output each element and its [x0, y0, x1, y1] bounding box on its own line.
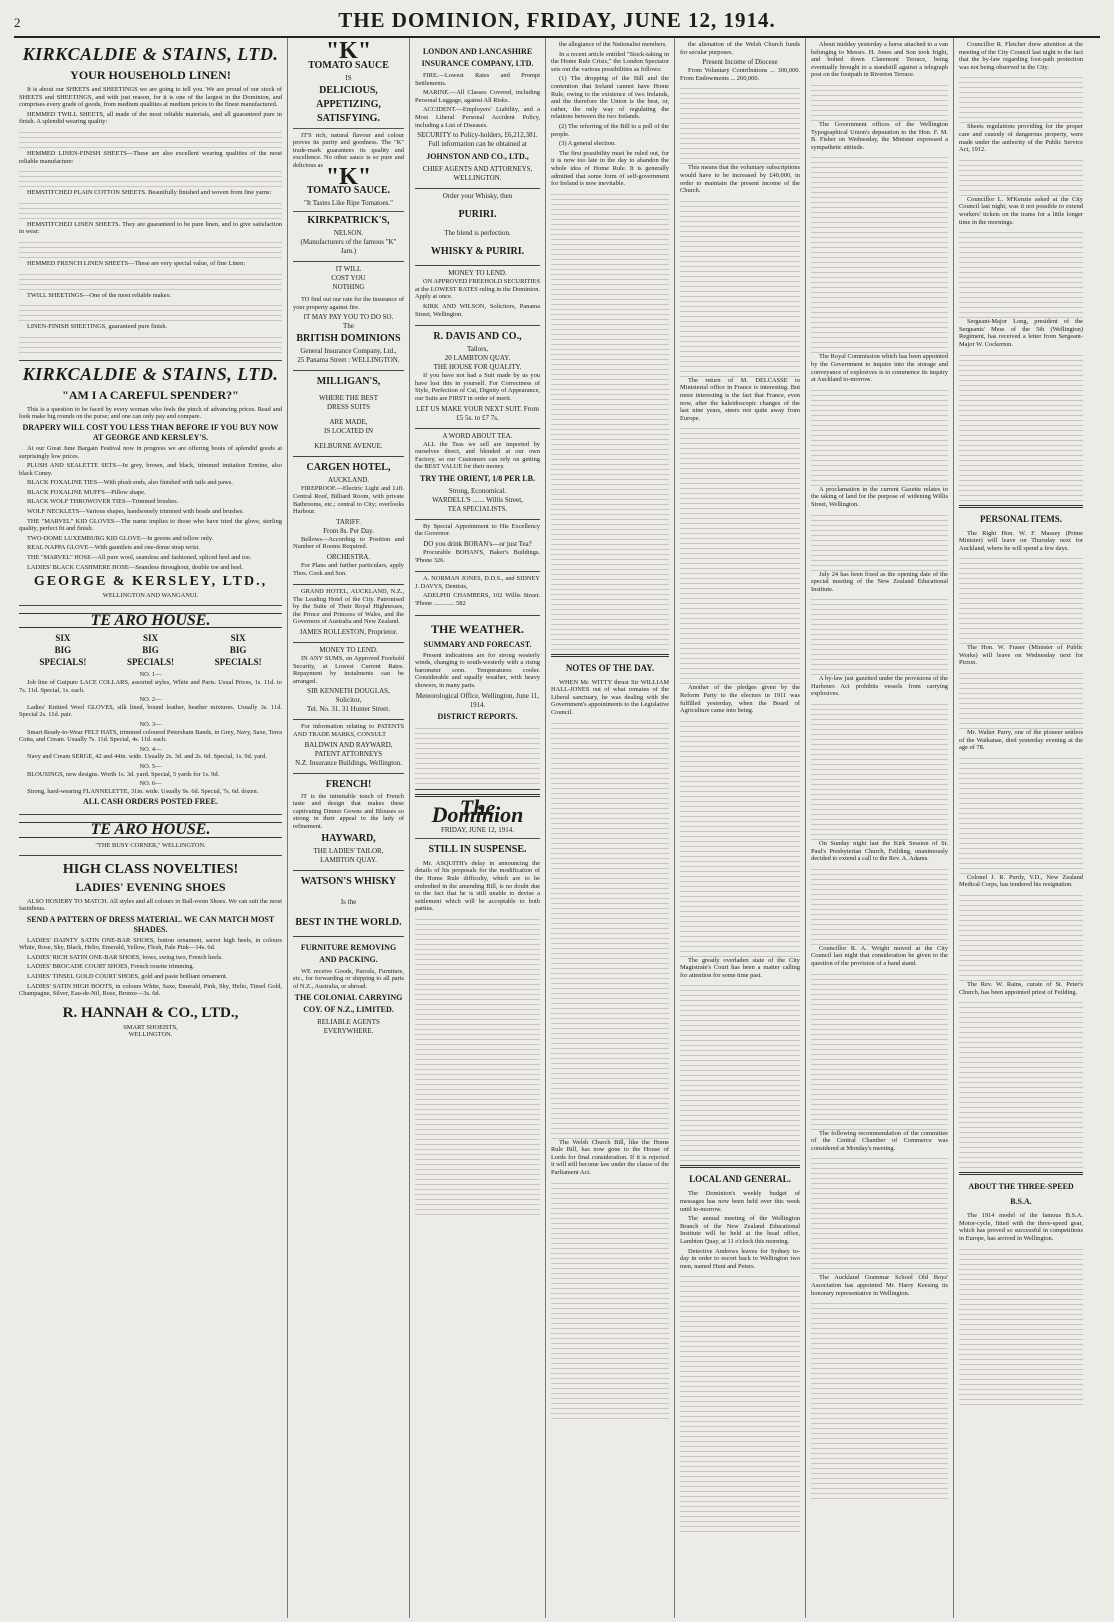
- ad-heading: LADIES' EVENING SHOES: [75, 879, 226, 894]
- milligan-ad: MILLIGAN'S, WHERE THE BEST DRESS SUITS ARE MADE, IS LOCATED IN KELBURNE AVENUE.: [293, 371, 404, 457]
- weather-section: THE WEATHER. SUMMARY AND FORECAST. Present indications are for strong westerly winds, changing to south-westerly with a rising barometer soon. Temperatures cooler. Considerable and squally weather, with heavy showers, in many parts. Meteorological Office, Wellington, June 11, 1914. DISTRICT REPORTS.: [415, 616, 540, 790]
- columns: [14, 38, 1100, 1618]
- ad-title: TE ARO HOUSE.: [19, 822, 282, 838]
- section-heading: PERSONAL ITEMS.: [979, 513, 1063, 524]
- special-item: Strong, hard-wearing FLANNELETTE, 31in. wide. Usually 9s. 6d. Special, 7s. 6d. dozen.: [27, 787, 259, 795]
- british-dominions-ad: IT WILL COST YOU NOTHING TO find out our rate for the insurance of your property against fire. IT MAY PAY YOU TO DO SO. The BRITISH DOMINIONS General Insurance Company, Ltd., 25 Panama Street : WELLINGTON.: [293, 262, 404, 371]
- ad-footer: ALL CASH ORDERS POSTED FREE.: [83, 797, 218, 807]
- ad-text: HEMSTITCHED PLAIN COTTON SHEETS. Beautifully finished and woven from fine yarns:: [27, 189, 272, 197]
- ad-text: LINEN-FINISH SHEETINGS, guaranteed pure finish.: [27, 323, 168, 331]
- special-item: Job line of Guipure LACE COLLARS, assorted styles, White and Paris. Usual Prices, 1s. 11d. to 7s. 11d. Special, 1s. each.: [19, 679, 282, 694]
- column-7: Councillor R. Fletcher drew attention at the meeting of the City Council last night to the fact that the by-law regarding foot-path protection was not being observed in the City. Sheets regulations providing for the proper care and custody of dangerous property, were made under the authority of the Public Service Act, 1912. Councillor L. M'Kenzie asked at the City Council last night, was it not possible to extend workers' tickets on the trams for a little longer time in the mornings. Sergeant-Major Long, president of the Sergeants' Mess of the 5th (Wellington) Regiment, has received a letter from Sergeant-Major W. Cockerton. PERSONAL ITEMS. The Right Hon. W. F. Massey (Prime Minister) will leave on Thursday next for Auckland, where he will spend a few days. The Hon. W. Fraser (Minister of Public Works) will leave on Wednesday next for Picton. Mr. Walter Parry, one of the pioneer settlers of the Waikanae, died yesterday evening at the age of 78. Colonel J. R. Purdy, V.D., New Zealand Medical Corps, has tendered his resignation. The Rev. W. Rains, curate of St. Peter's Church, has been appointed priest of Feilding. ABOUT THE THREE-SPEED B.S.A. The 1914 model of the famous B.S.A. Motor-cycle, fitted with the three-speed gear, which has proved so successful in competitions in Europe, has arrived in Wellington.: [954, 38, 1088, 1618]
- section-heading: LOCAL AND GENERAL.: [689, 1174, 791, 1185]
- column-2: [288, 38, 410, 1618]
- ad-title: HIGH CLASS NOVELTIES!: [62, 861, 239, 877]
- ad-text: ALSO HOSIERY TO MATCH. All styles and all colours in Ball-room Shoes. We can suit the most fastidious.: [19, 897, 282, 913]
- editorial-heading: STILL IN SUSPENSE.: [428, 843, 527, 855]
- te-aro-ad: TE ARO HOUSE. SIX BIG SPECIALS! SIX BIG SPECIALS! SIX BIG SPECIALS! NO. 1— Job line of Guipure LACE COLLARS, assorted styles, White and Paris. Usual Prices, 1s. 11d. to 7s. 11d. Special, 1s. each. NO. 2— Ladies' Knitted Wool GLOVES, silk lined, bound leather, heather mixtures. Usually 3s. 11d. Special 2s. 11d. pair. NO. 3— Smart Ready-to-Wear FELT HATS, trimmed coloured Petersham Bands, in Grey, Navy, Saxe, Terra Cotta, and Cream. Usually 7s. 11d. Special, 4s. 11d. each. NO. 4— Navy and Cream SERGE, 42 and 44in. wide. Usually 2s. 3d. and 2s. 6d. Special, 1s. 9d. yard. NO. 5— BLOUSINGS, new designs. Worth 1s. 3d. yard. Special, 5 yards for 1s. 9d. NO. 6— Strong, hard-wearing FLANNELETTE, 31in. wide. Usually 9s. 6d. Special, 7s. 6d. dozen. ALL CASH ORDERS POSTED FREE.: [19, 606, 282, 816]
- ad-text: THE "MARVEL" HOSE—All pure wool, seamless and fashioned, spliced heel and toe.: [27, 554, 252, 562]
- ad-place: WELLINGTON AND WANGANUI.: [102, 592, 199, 600]
- specials-row: SIX BIG SPECIALS! SIX BIG SPECIALS! SIX BIG SPECIALS!: [39, 633, 262, 668]
- section-heading: NOTES OF THE DAY.: [565, 662, 655, 673]
- column-3: [410, 38, 546, 1618]
- page-number: 2: [14, 15, 21, 30]
- ad-text: LADIES' DAINTY SATIN ONE-BAR SHOES, button ornament, sacret high heels, in colours White, Rose, Sky, Black, Helio, Emerald, Yellow, Flesh, Pale Pink—14s. 6d.: [19, 936, 282, 952]
- special-item: Navy and Cream SERGE, 42 and 44in. wide. Usually 2s. 3d. and 2s. 6d. Special, 1s. 9d. yard.: [27, 753, 267, 761]
- watsons-ad: WATSON'S WHISKY Is the BEST IN THE WORLD.: [293, 871, 404, 937]
- puriri-ad: Order your Whisky, then PURIRI. The blend is perfection. WHISKY & PURIRI.: [415, 189, 540, 266]
- column-5: the alienation of the Welsh Church funds for secular purposes. Present Income of Diocese From Voluntary Contributions ... 300,000. From Endowments ... 260,000. This means that the voluntary subscriptions would have to be increased by £40,000, in order to maintain the present income of the Church. The return of M. DELCASSE to Ministerial office in France is interesting. But more interesting is the fact that France, even now, after the kaleidoscopic changes of the last nine years, steers not quite away from Europe. Another of the pledges given by the Reform Party to the electors in 1911 was fulfilled yesterday, when the Board of Agriculture came into being. The greatly overladen state of the City Magistrate's Court has been a matter calling for attention for some time past. LOCAL AND GENERAL. The Dominion's weekly budget of messages has now been held over this week until to-morrow. The annual meeting of the Wellington Branch of the New Zealand Educational Institute will be held at the head office, Lambton Quay, at 11 o'clock this morning. Detective Andrews leaves for Sydney to-day in order to escort back to Wellington two men, named Hunt and Peters.: [675, 38, 806, 1618]
- column-4: the allegiance of the Nationalist members. In a recent article entitled "Stock-taking in the Home Rule Crisis," the London Spectator sets out the various possibilities as follows: (1) The dropping of the Bill and the contention that Ireland cannot have Home Rule, owing to the existence of two Irelands, and the therefore the Union is the best, or, rather, the only way of regulating the relations between the two Irelands. (2) The referring of the Bill to a poll of the people. (3) A general election. The first possibility must be ruled out, for it is now too late in the day to abandon the whole idea of Home Rule. It is generally admitted that some form of self-government for Ireland is now inevitable. NOTES OF THE DAY. WHEN Mr. WITTY thrust Sir WILLIAM HALL-JONES out of what remains of the Liberal sanctuary, he was dealing with the Government's appointments to the Legislative Council. The Welsh Church Bill, like the Home Rule Bill, has now gone to the House of Lords for final consideration. If it is rejected it will still become law under the clause of the Parliament Act.: [546, 38, 675, 1618]
- section-heading: ABOUT THE THREE-SPEED B.S.A.: [968, 1182, 1074, 1207]
- ad-text: LADIES' SATIN HIGH BOOTS, in colours White, Saxe, Emerald, Pink, Sky, Helio, Tinsel Gold, Champagne, Silver, Eau-de-Nil, Rose, Bronze—3s. 6d.: [19, 982, 282, 998]
- ad-title: KIRKCALDIE & STAINS, LTD.: [22, 363, 279, 384]
- ad-subheading: DRAPERY WILL COST YOU LESS THAN BEFORE IF YOU BUY NOW AT GEORGE AND KERSLEY'S.: [22, 422, 279, 442]
- ad-title: TE ARO HOUSE.: [19, 613, 282, 629]
- column-1: [14, 38, 288, 1618]
- editorial: The Dominion FRIDAY, JUNE 12, 1914. STILL IN SUSPENSE. Mr. ASQUITH's delay in announcing the details of his proposals for the modification of the Home Rule difficulty, which are to be embodied in the amending Bill, is no doubt due to the fact that he is still unable to devise a settlement which will be acceptable to both parties.: [415, 801, 540, 1215]
- ad-text: HEMMED TWILL SHEETS, all made of the most reliable materials, and all guaranteed pure in finish. A splendid wearing quality:: [19, 110, 282, 126]
- te-aro-ad-2: [19, 815, 282, 855]
- money-ad: MONEY TO LEND. IN ANY SUMS, on Approved Freehold Security, at Lowest Current Rates. Repayment by instalments can be arranged. SIR KENNETH DOUGLAS, Solicitor, Tel. No. 31. 31 Hunter Street.: [293, 643, 404, 720]
- ad-text: HEMSTITCHED LINEN SHEETS. They are guaranteed to be pure linen, and to give satisfaction in wear:: [19, 220, 282, 236]
- editorial-text: Mr. ASQUITH's delay in announcing the details of his proposals for the modification of the Home Rule difficulty, which are to be embodied in the amending Bill, is no doubt due to the fact that he is still unable to devise a settlement which will be acceptable to both parties.: [415, 859, 540, 913]
- special-item: Ladies' Knitted Wool GLOVES, silk lined, bound leather, heather mixtures. Usually 3s. 11d. Special 2s. 11d. pair.: [19, 703, 282, 719]
- money-ad-2: MONEY TO LEND. ON APPROVED FREEHOLD SECURITIES at the LOWEST RATES ruling in the Dominion. Apply at once. KIRK AND WILSON, Solicitors, Panama Street, Wellington.: [415, 266, 540, 326]
- ad-text: PLUSH AND SEALETTE SETS—In grey, brown, and black, trimmed imitation Ermine, also black Coney.: [19, 462, 282, 477]
- cargen-ad: CARGEN HOTEL, AUCKLAND. FIREPROOF.—Electric Light and Lift. Central Roof, Billiard Room, with private Bathrooms, etc.; central to City; overlooks Harbour. TARIFF. From 8s. Per Day. Bellows—According to Position and Number of Rooms Required. ORCHESTRA. For Plans and further particulars, apply Thos. Cook and Son.: [293, 457, 404, 585]
- ad-text: BLACK FOXALINE MUFFS—Pillow shape.: [27, 488, 146, 496]
- ad-heading: YOUR HOUSEHOLD LINEN!: [70, 68, 231, 82]
- ad-subheading: SEND A PATTERN OF DRESS MATERIAL. WE CAN MATCH MOST SHADES.: [26, 914, 275, 934]
- ad-text: TWO-DOME LUXEMBURG KID GLOVE—In greens and tellow only.: [27, 534, 214, 542]
- ad-title: KIRKCALDIE & STAINS, LTD.: [22, 44, 279, 64]
- ad-text: LADIES' BLACK CASHMERE HOSE—Seamless throughout, double toe and heel.: [27, 563, 244, 571]
- ad-logo: "K": [325, 38, 372, 64]
- carrying-ad: FURNITURE REMOVING AND PACKING. WE receive Goods, Parcels, Furniture, etc., for forwarding or shipping to all parts of N.Z., Australia, or abroad. THE COLONIAL CARRYING COY. OF N.Z., LIMITED. RELIABLE AGENTS EVERYWHERE.: [293, 942, 404, 1036]
- ad-text: BLACK WOLF THROWOVER TIES—Trimmed brushes.: [27, 498, 179, 506]
- bohan-ad: By Special Appointment to His Excellency the Governor. DO you drink BORAN's—or just Tea? Procurable BOHAN'S, Baker's Buildings. 'Phone 326.: [415, 520, 540, 572]
- ad-text: LADIES' TINSEL GOLD COURT SHOES, gold and paste brilliant ornament.: [27, 973, 228, 981]
- dentists-ad: A. NORMAN JONES, D.D.S., and SIDNEY J. DAVYS, Dentists, ADELPHI CHAMBERS, 102 Willis Street. 'Phone ............. 582: [415, 572, 540, 615]
- london-lancashire-ad: LONDON AND LANCASHIRE INSURANCE COMPANY, LTD. FIRE.—Lowest Rates and Prompt Settlements. MARINE.—All Classes Covered, including Personal Luggage, against All Risks. ACCIDENT.—Employers' Liability, and a Most Liberal Personal Accident Policy, including a List of Diseases. SECURITY to Policy-holders, £6,212,381. Full information can be obtained at JOHNSTON AND CO., LTD., CHIEF AGENTS AND ATTORNEYS, WELLINGTON.: [415, 41, 540, 189]
- ad-signature: GEORGE & KERSLEY, LTD.,: [33, 574, 268, 590]
- patents-ad: For information relating to PATENTS AND TRADE MARKS, CONSULT BALDWIN AND RAYWARD, PATENT ATTORNEYS N.Z. Insurance Buildings, Wellington.: [293, 720, 404, 773]
- grand-hotel-ad: GRAND HOTEL, AUCKLAND, N.Z., The Leading Hotel of the City. Patronised by the Suite of Their Royal Highnesses, the Prince and Princess of Wales, and the Governors of Australia and New Zealand. JAMES ROLLESTON, Proprietor.: [293, 585, 404, 643]
- ad-text: REAL NAPPA GLOVE—With gauntlets and one-dome strap wrist.: [27, 544, 200, 552]
- kirkcaldie-ad: [19, 41, 282, 361]
- newspaper-title: THE DOMINION, FRIDAY, JUNE 12, 1914.: [338, 8, 776, 32]
- ad-text: This is a question to be faced by every woman who feels the pinch of advancing prices. Read and look make big rounds on the purse; and one can only pay and compare.: [19, 405, 282, 421]
- ad-text: HEMMED LINEN-FINISH SHEETS—These are also excellent wearing qualities of the most reliable manufacture:: [19, 149, 282, 165]
- tea-ad: A WORD ABOUT TEA. ALL the Teas we sell are imported by ourselves direct, and blended at our own Factory, so our Customers can rely on getting the BEST VALUE for their money. TRY THE ORIENT, 1/8 PER LB. Strong, Economical. WARDELL'S ....... Willis Street, TEA SPECIALISTS.: [415, 429, 540, 520]
- ad-text: HEMMED FRENCH LINEN SHEETS—These are very special value, of fine Linen:: [27, 259, 246, 267]
- ad-text: LADIES' RICH SATIN ONE-BAR SHOES, bows, swing two, French heels.: [27, 953, 223, 961]
- special-item: Smart Ready-to-Wear FELT HATS, trimmed coloured Petersham Bands, in Grey, Navy, Saxe, Terra Cotta, and Cream. Usually 7s. 11d. Special, 4s. 11d. each.: [19, 728, 282, 744]
- ad-text: It is about our SHEETS and SHEETINGS we are going to tell you. We are proud of our stock of SHEETS and SHEETINGS, and with just reason, for it is one of the largest in the Dominion, and comprises every grade of goods, from medium qualities at medium prices to the finest manufactured.: [19, 86, 282, 109]
- kirkcaldie-ad-2: [19, 361, 282, 606]
- ad-text: TWILL SHEETINGS—One of the most reliable makes:: [27, 291, 171, 299]
- column-6: About midday yesterday a horse attached to a van belonging to Messrs. H. Jones and Son took fright, and bolted down Claremont Terrace, being eventually brought to a standstill against a telegraph post on the footpath in Riverton Terrace. The Government offices of the Wellington Typographical Union's deputation to the Hon. F. M. B. Fisher on Wednesday, the Minister expressed a sympathetic attitude. The Royal Commission which has been appointed by the Government to inquire into the storage and conveyance of explosives is to commence its inquiry at Auckland to-morrow. A proclamation in the current Gazette relates to the taking of land for the purpose of widening Willis Street, Wellington. July 24 has been fixed as the opening date of the special meeting of the New Zealand Educational Institute. A by-law just gazetted under the provisions of the Harbours Act prohibits vessels from carrying explosives. On Sunday night last the Kirk Session of St. Paul's Presbyterian Church, Feilding, unanimously decided to extend a call to the Rev. A. Adams. Councillor R. A. Wright moved at the City Council last night that consideration be given to the question of the provision of a band stand. The following recommendation of the committee of the Central Chamber of Commerce was considered at Monday's meeting. The Auckland Grammar School Old Boys' Association has appointed Mr. Harry Keesing its honorary representative in Wellington.: [806, 38, 954, 1618]
- ad-place: "THE BUSY CORNER," WELLINGTON.: [95, 841, 206, 849]
- ad-text: LADIES' BROCADE COURT SHOES, French rosette trimming.: [27, 963, 195, 971]
- section-heading: THE WEATHER.: [431, 621, 524, 636]
- ad-text: At our Great June Bargain Festival now in progress we are offering boots of splendid goods at surprisingly low prices.: [19, 444, 282, 460]
- masthead: [14, 8, 1100, 38]
- hannah-ad: HIGH CLASS NOVELTIES! LADIES' EVENING SHOES ALSO HOSIERY TO MATCH. All styles and all colours in Ball-room Shoes. We can suit the most fastidious. SEND A PATTERN OF DRESS MATERIAL. WE CAN MATCH MOST SHADES. LADIES' DAINTY SATIN ONE-BAR SHOES, button ornament, sacret high heels, in colours White, Rose, Sky, Black, Helio, Emerald, Yellow, Flesh, Pale Pink—14s. 6d. LADIES' RICH SATIN ONE-BAR SHOES, bows, swing two, French heels. LADIES' BROCADE COURT SHOES, French rosette trimming. LADIES' TINSEL GOLD COURT SHOES, gold and paste brilliant ornament. LADIES' SATIN HIGH BOOTS, in colours White, Saxe, Emerald, Pink, Sky, Helio, Tinsel Gold, Champagne, Silver, Eau-de-Nil, Rose, Bronze—3s. 6d. R. HANNAH & CO., LTD., SMART SHOEISTS, WELLINGTON.: [19, 861, 282, 1039]
- ad-heading: "AM I A CAREFUL SPENDER?": [62, 387, 239, 402]
- special-item: BLOUSINGS, new designs. Worth 1s. 3d. yard. Special, 5 yards for 1s. 9d.: [27, 770, 220, 778]
- newspaper-nameplate: The Dominion: [431, 794, 524, 828]
- k-sauce-ad: "K" TOMATO SAUCE IS DELICIOUS, APPETIZING, SATISFYING. IT'S rich, natural flavour and colour proves its purity and goodness. The "K" trade-mark guarantees its quality and excellence. No other sauce is so pure and delicious as "K" TOMATO SAUCE. "It Tastes Like Ripe Tomatoes." KIRKPATRICK'S, NELSON. (Manufacturers of the famous "K" Jam.): [293, 41, 404, 262]
- ad-text: BLACK FOXALINE TIES—With plush ends, also finished with tails and paws.: [27, 479, 233, 487]
- ad-signature: R. HANNAH & CO., LTD.,: [62, 1004, 239, 1021]
- ad-text: THE "MARVEL" KID GLOVES—The name implies to those who have tried the glove, sterling quality, perfect fit and finish.: [19, 517, 282, 533]
- davis-ad: R. DAVIS AND CO., Tailors, 20 LAMBTON QUAY. THE HOUSE FOR QUALITY. If you have not had a Suit made by us you have lost this in yourself. For Correctness of Style, Perfection of Cut, Dignity of Appearance, our Suits are FIRST in order of merit. LET US MAKE YOUR NEXT SUIT. From £5 5s. to £7 7s.: [415, 326, 540, 428]
- hayward-ad: FRENCH! IT is the inimitable touch of French taste and design that makes these captivating Dinner Gowns and Blouses so strong in their appeal to the lady of refinement. HAYWARD, THE LADIES' TAILOR, LAMBTON QUAY.: [293, 774, 404, 871]
- ad-text: WOLF NECKLETS—Various shapes, handsomely trimmed with heads and brushes.: [27, 508, 244, 516]
